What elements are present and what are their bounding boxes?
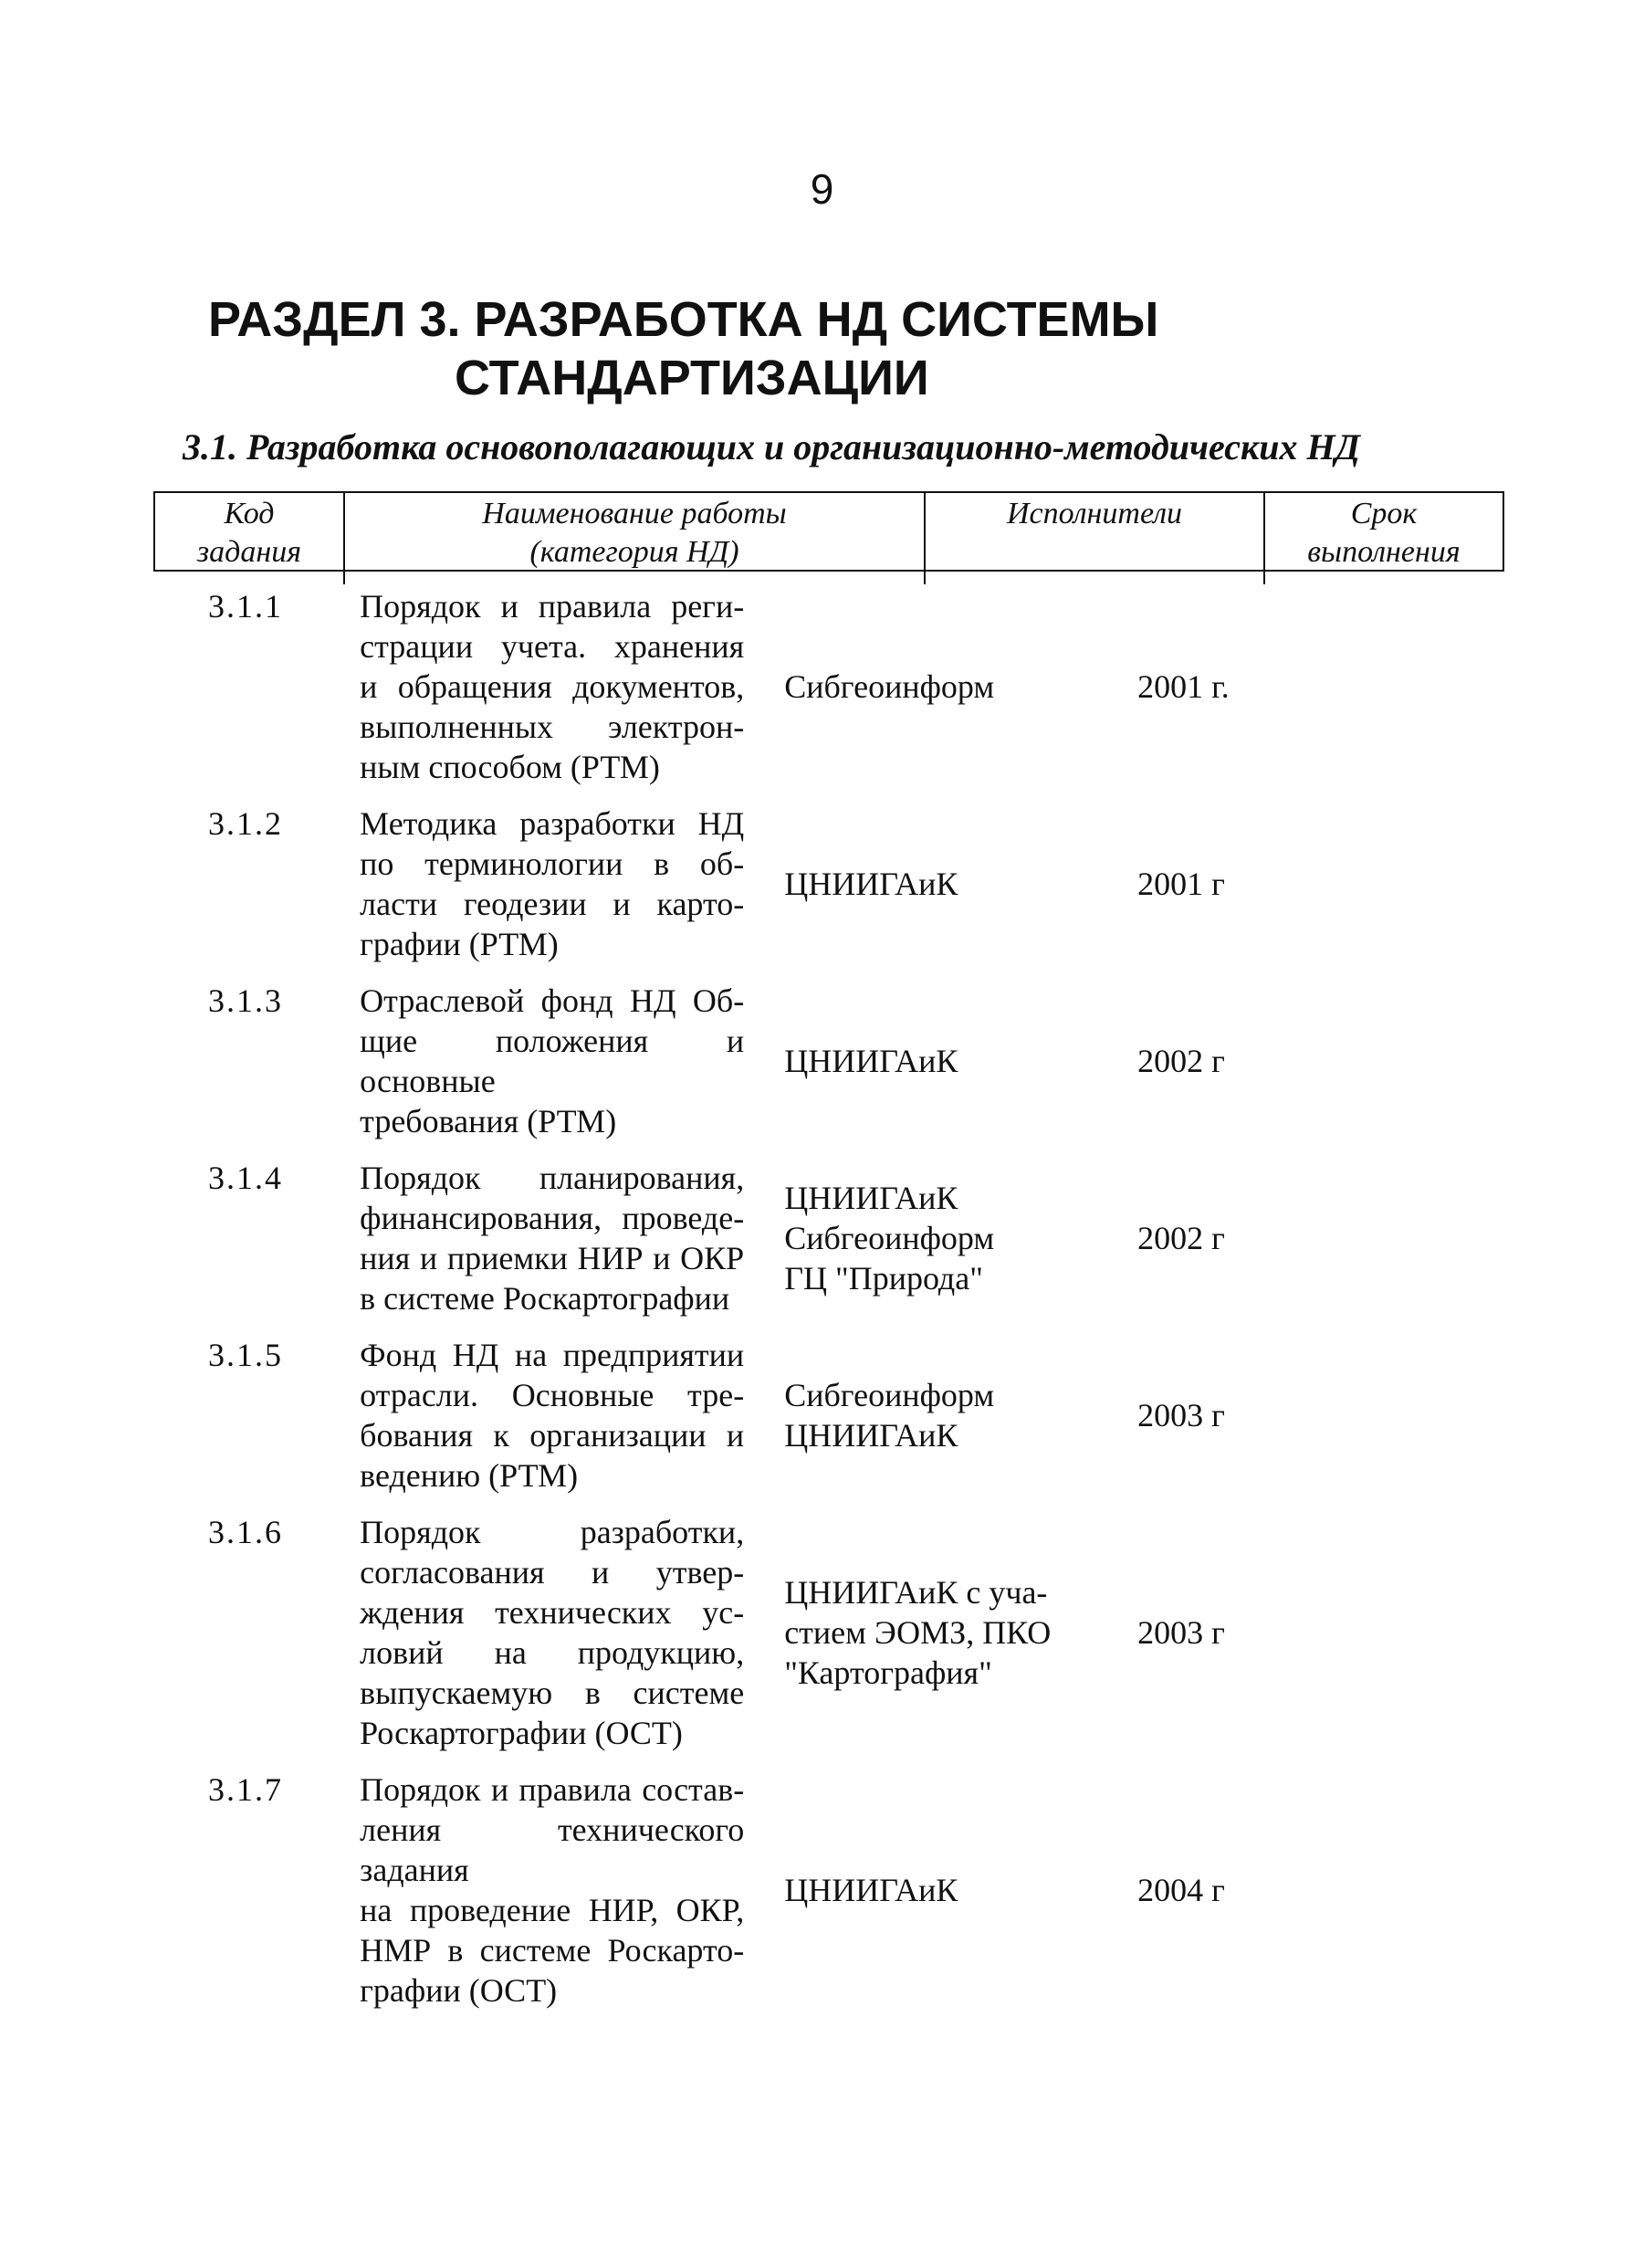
work-name-line: ждения технических ус- bbox=[360, 1594, 745, 1631]
work-name-line: ным способом (РТМ) bbox=[360, 749, 660, 785]
executor-line: "Картография" bbox=[784, 1654, 992, 1691]
header-executors-label: Исполнители bbox=[1006, 497, 1183, 530]
work-name-line: Роскартографии (ОСТ) bbox=[360, 1715, 683, 1751]
section-title bbox=[208, 290, 1395, 407]
table-row bbox=[153, 981, 1351, 1141]
header-term bbox=[1263, 491, 1504, 572]
header-divider-tick bbox=[924, 572, 926, 584]
work-name-line: бования к организации и bbox=[360, 1417, 745, 1454]
work-name-line: Порядок и правила состав- bbox=[360, 1771, 745, 1808]
executor-line: ЦНИИГАиК с уча- bbox=[784, 1574, 1048, 1611]
table-header bbox=[153, 491, 1461, 572]
cell-task-code: 3.1.6 bbox=[208, 1514, 283, 1550]
executor-line: стием ЭОМЗ, ПКО bbox=[784, 1614, 1052, 1651]
table-row bbox=[153, 1769, 1351, 2011]
header-code bbox=[153, 491, 345, 572]
cell-executors bbox=[784, 1512, 1105, 1753]
executor-line: ЦНИИГАиК bbox=[784, 1180, 958, 1216]
work-name-line: Отраслевой фонд НД Об- bbox=[360, 982, 745, 1019]
cell-task-code: 3.1.3 bbox=[208, 982, 283, 1019]
header-term-line1: Срок bbox=[1350, 497, 1418, 530]
header-divider-tick bbox=[343, 572, 345, 584]
executor-line: ЦНИИГАиК bbox=[784, 1417, 958, 1454]
cell-executors bbox=[784, 1769, 1105, 2011]
work-name-line: выпускаемую в системе bbox=[360, 1675, 745, 1711]
cell-task-code: 3.1.1 bbox=[208, 588, 283, 625]
executor-line: ЦНИИГАиК bbox=[784, 1043, 958, 1079]
cell-deadline: 2003 г bbox=[1137, 1614, 1225, 1651]
work-name-line: требования (РТМ) bbox=[360, 1103, 617, 1139]
executor-line: Сибгеоинформ bbox=[784, 1220, 995, 1256]
cell-task-code: 3.1.4 bbox=[208, 1160, 283, 1196]
executor-line: Сибгеоинформ bbox=[784, 668, 995, 705]
cell-task-code: 3.1.5 bbox=[208, 1337, 283, 1373]
cell-work-name bbox=[360, 1769, 744, 2011]
work-name-line: Порядок и правила реги- bbox=[360, 588, 745, 625]
section-title-line2: СТАНДАРТИЗАЦИИ bbox=[455, 351, 929, 405]
work-name-line: и обращения документов, bbox=[360, 668, 745, 705]
executor-line: ГЦ "Природа" bbox=[784, 1260, 983, 1297]
header-executors bbox=[924, 491, 1265, 572]
section-title-line1: РАЗДЕЛ 3. РАЗРАБОТКА НД СИСТЕМЫ bbox=[208, 292, 1159, 347]
cell-task-code: 3.1.2 bbox=[208, 805, 283, 842]
header-name-line1: Наименование работы bbox=[482, 497, 787, 530]
work-name-line: Методика разработки НД bbox=[360, 805, 745, 842]
header-name bbox=[343, 491, 926, 572]
work-name-line: Фонд НД на предприятии bbox=[360, 1337, 745, 1373]
cell-work-name bbox=[360, 586, 744, 787]
work-name-line: страции учета. хранения bbox=[360, 628, 745, 665]
work-name-line: на проведение НИР, ОКР, bbox=[360, 1892, 745, 1928]
cell-executors bbox=[784, 1335, 1105, 1496]
cell-deadline: 2003 г bbox=[1137, 1397, 1225, 1433]
executor-line: ЦНИИГАиК bbox=[784, 866, 958, 902]
work-name-line: ления технического задания bbox=[360, 1811, 745, 1888]
cell-work-name bbox=[360, 1512, 744, 1753]
work-name-line: ласти геодезии и карто- bbox=[360, 886, 745, 922]
table-row bbox=[153, 586, 1351, 787]
cell-deadline: 2002 г bbox=[1137, 1043, 1225, 1079]
work-name-line: ловий на продукцию, bbox=[360, 1634, 745, 1671]
cell-executors bbox=[784, 803, 1105, 964]
cell-work-name bbox=[360, 1158, 744, 1318]
work-name-line: Порядок разработки, bbox=[360, 1514, 745, 1550]
work-name-line: по терминологии в об- bbox=[360, 845, 745, 882]
header-code-line1: Код bbox=[224, 497, 275, 530]
work-name-line: отрасли. Основные тре- bbox=[360, 1377, 745, 1413]
cell-deadline: 2004 г bbox=[1137, 1872, 1225, 1908]
cell-deadline: 2001 г bbox=[1137, 866, 1225, 902]
table-row bbox=[153, 1158, 1351, 1318]
work-name-line: НМР в системе Роскарто- bbox=[360, 1932, 745, 1969]
subsection-title: 3.1. Разработка основополагающих и организационно-методических НД bbox=[183, 426, 1360, 467]
work-name-line: ния и приемки НИР и ОКР bbox=[360, 1240, 745, 1276]
header-term-line2: выполнения bbox=[1307, 535, 1461, 569]
cell-executors bbox=[784, 1158, 1105, 1318]
executor-line: Сибгеоинформ bbox=[784, 1377, 995, 1413]
cell-executors bbox=[784, 586, 1105, 787]
header-code-line2: задания bbox=[196, 535, 302, 569]
table-row bbox=[153, 1335, 1351, 1496]
table-row bbox=[153, 1512, 1351, 1753]
work-name-line: финансирования, проведе- bbox=[360, 1200, 745, 1236]
work-name-line: ведению (РТМ) bbox=[360, 1457, 579, 1494]
work-name-line: согласования и утвер- bbox=[360, 1554, 745, 1591]
cell-work-name bbox=[360, 981, 744, 1141]
work-name-line: Порядок планирования, bbox=[360, 1160, 745, 1196]
header-divider-tick bbox=[1263, 572, 1265, 584]
cell-work-name bbox=[360, 1335, 744, 1496]
table-body bbox=[153, 586, 1351, 2027]
work-name-line: графии (РТМ) bbox=[360, 926, 559, 962]
cell-deadline: 2001 г. bbox=[1137, 668, 1230, 705]
cell-deadline: 2002 г bbox=[1137, 1220, 1225, 1256]
executor-line: ЦНИИГАиК bbox=[784, 1872, 958, 1908]
header-name-line2: (категория НД) bbox=[529, 535, 739, 569]
work-name-line: щие положения и основные bbox=[360, 1023, 745, 1099]
page-number: 9 bbox=[810, 165, 834, 213]
cell-executors bbox=[784, 981, 1105, 1141]
work-name-line: графии (ОСТ) bbox=[360, 1972, 558, 2009]
work-name-line: в системе Роскартографии bbox=[360, 1280, 730, 1317]
table-row bbox=[153, 803, 1351, 964]
cell-task-code: 3.1.7 bbox=[208, 1771, 283, 1808]
work-name-line: выполненных электрон- bbox=[360, 709, 745, 745]
cell-work-name bbox=[360, 803, 744, 964]
